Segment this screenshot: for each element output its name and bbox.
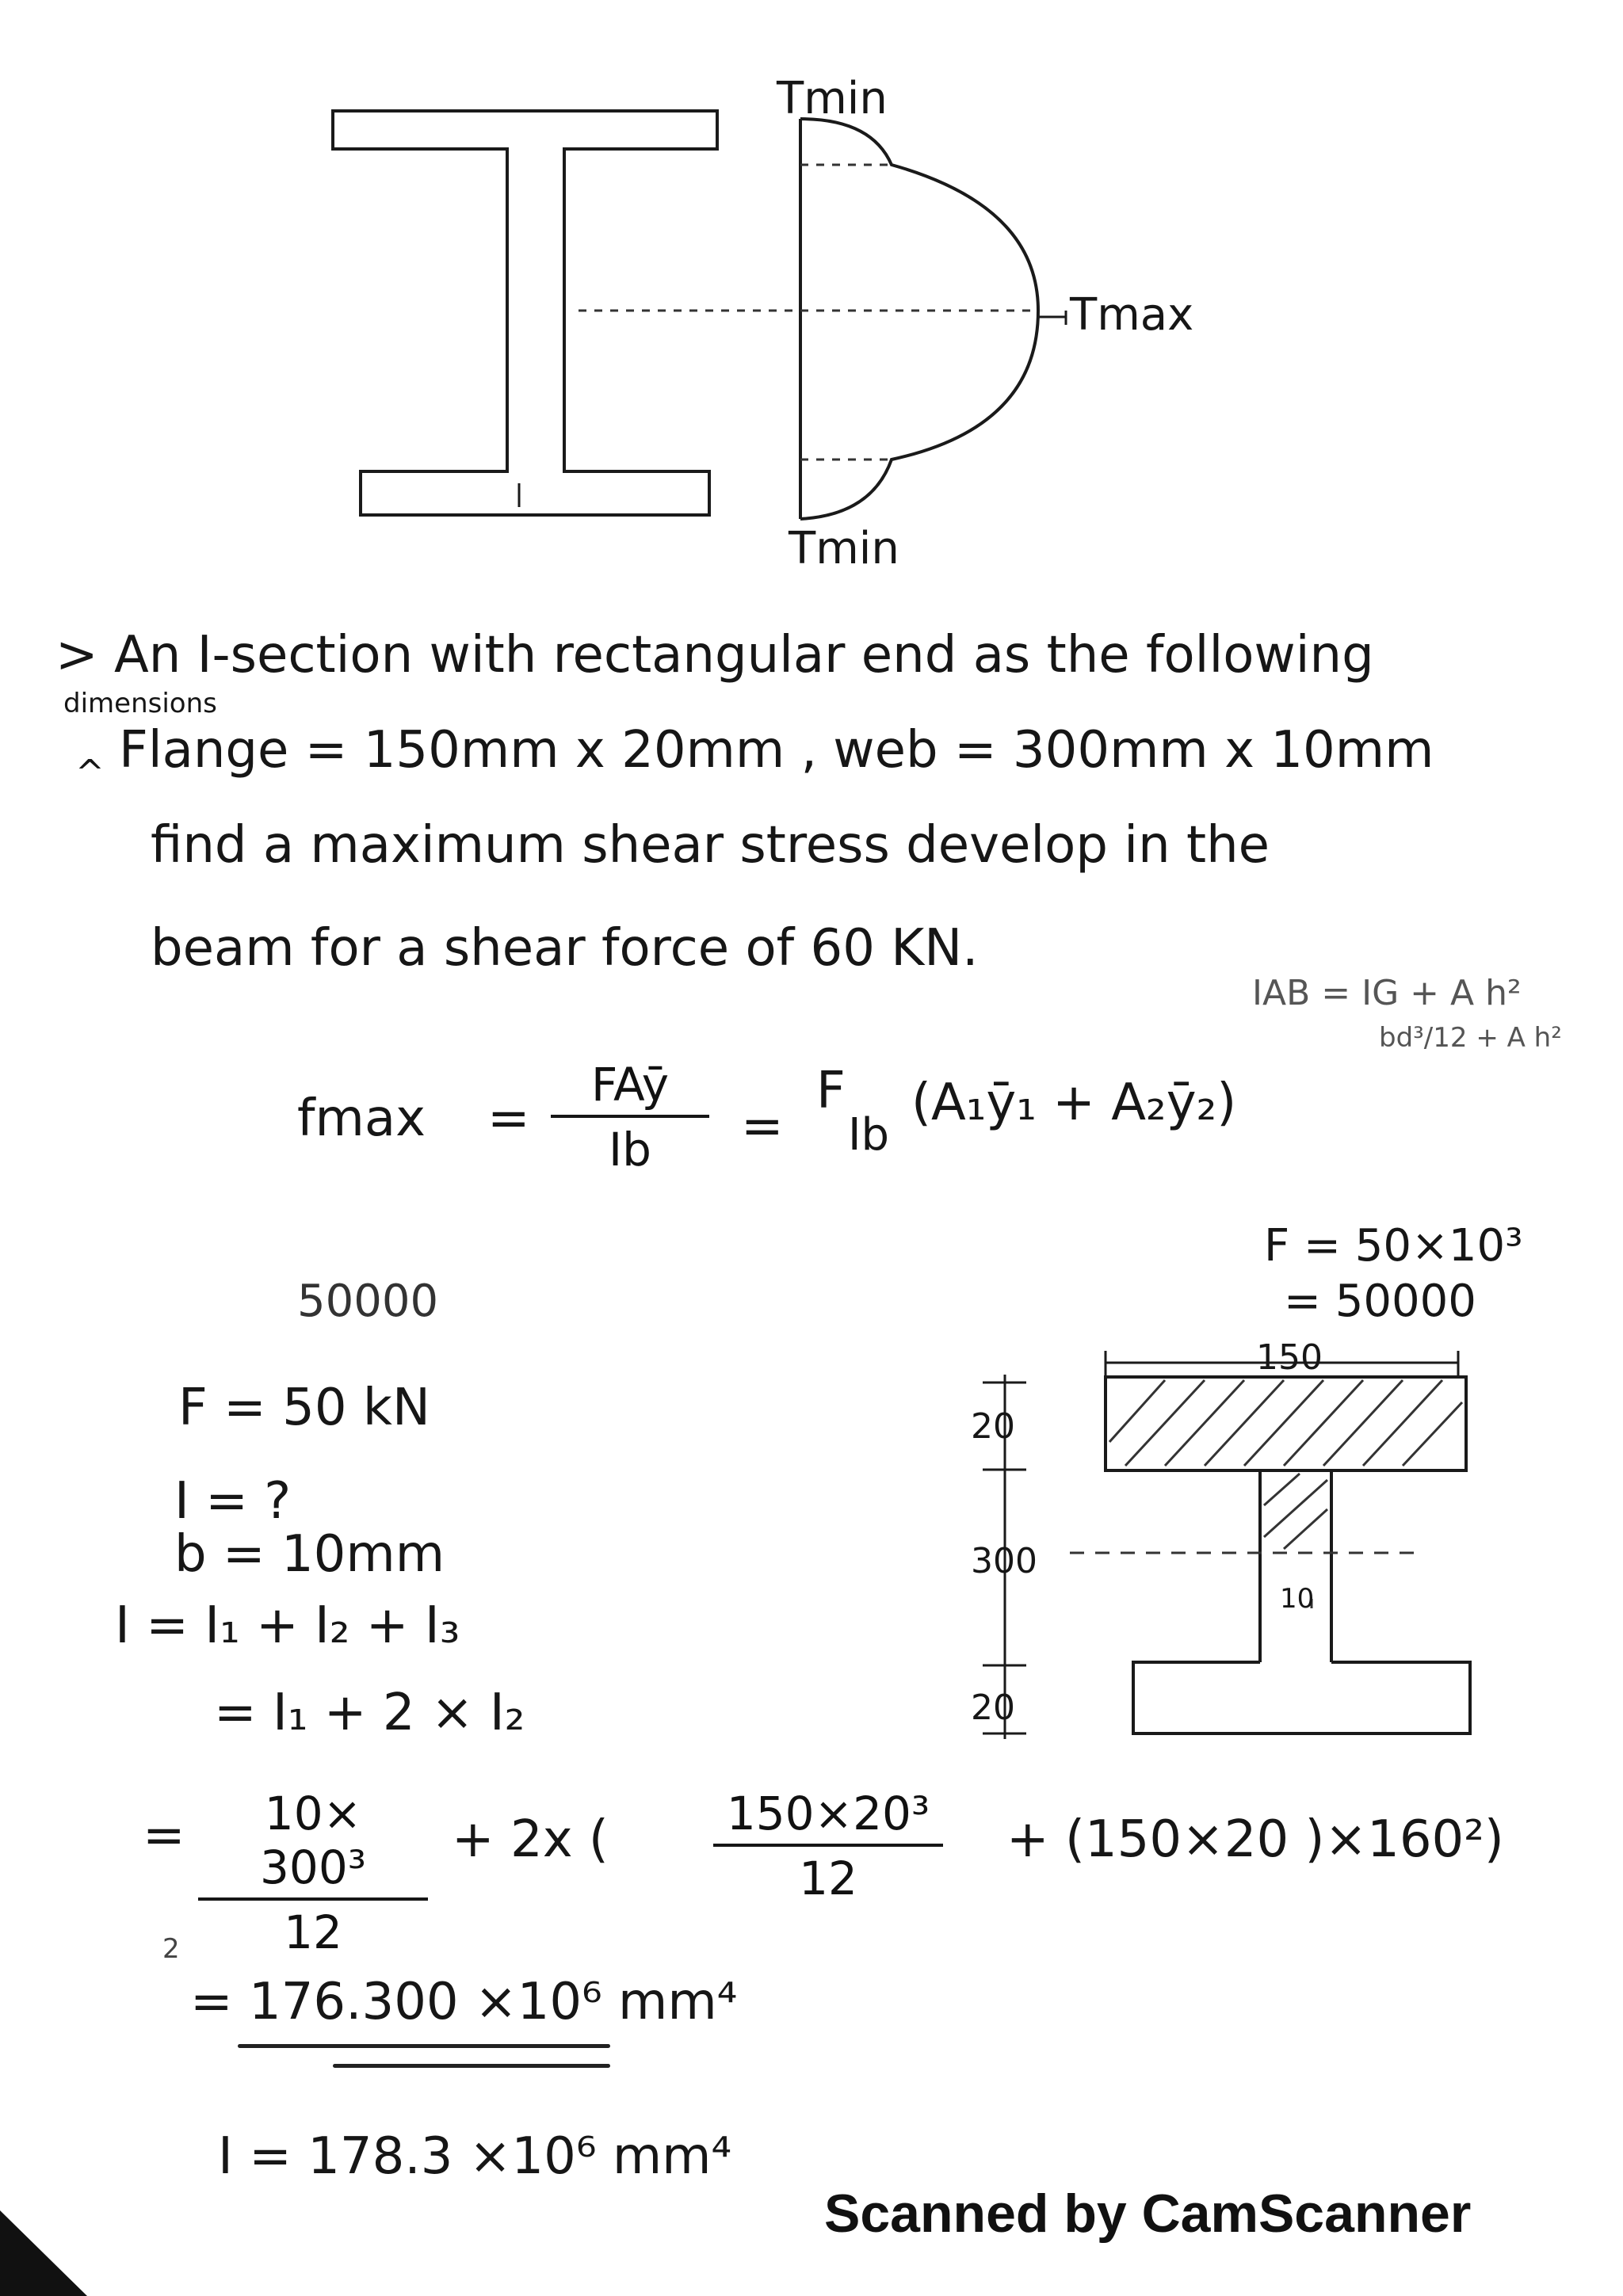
force-value: F = 50 kN [178,1379,430,1437]
iab-note: IAB = IG + A h² [1252,973,1522,1013]
dimensions-note: dimensions [63,688,217,719]
fraction-denominator: Ib [609,1123,651,1177]
result-underline [238,2044,610,2048]
scratch-value: 50000 [297,1276,439,1327]
tau-min-bottom-label: Tmin [789,523,899,574]
equals-1: = [487,1089,530,1148]
bd3-note: bd³/12 + A h² [1379,1022,1562,1054]
flange-width-label: 150 [1256,1337,1323,1378]
inertia-result-2: I = 178.3 ×10⁶ mm⁴ [218,2127,732,2186]
i-total-sum: I = I₁ + I₂ + I₃ [115,1596,460,1655]
result-underline-2 [333,2064,610,2068]
web-inertia-denominator: 12 [284,1905,342,1959]
fraction-numerator: FAȳ [551,1058,709,1118]
calc-two-times: + 2x ( [452,1810,609,1869]
f-value-note: F = 50×10³ [1264,1220,1523,1272]
page-corner-shadow [0,2210,87,2296]
web-inertia-numerator: 10× 300³ [198,1787,428,1901]
flange-inertia-numerator: 150×20³ [713,1787,943,1847]
top-flange-label: 20 [971,1406,1015,1447]
fmax-label: fmax [297,1089,426,1148]
i-section-outline [333,111,717,515]
calc-prefix: = [143,1806,185,1865]
ib-under-label: Ib [848,1109,890,1161]
flange-inertia-denominator: 12 [799,1852,857,1905]
web-width-b: b = 10mm [174,1525,445,1584]
problem-line-4: beam for a shear force of 60 KN. [151,919,979,978]
f-value-note-2: = 50000 [1284,1276,1476,1327]
problem-line-2: Flange = 150mm x 20mm , web = 300mm x 10mm [119,721,1434,780]
flange-inertia-fraction [713,1787,943,1905]
bottom-flange-label: 20 [971,1688,1015,1728]
problem-line-1: > An I-section with rectangular end as the following [55,626,1374,685]
inertia-result-1: = 176.300 ×10⁶ mm⁴ [190,1973,738,2031]
parallel-axis-term: + (150×20 )×160²) [1006,1810,1504,1869]
i-total-simplified: = I₁ + 2 × I₂ [214,1684,525,1742]
web-inertia-fraction [198,1787,428,1959]
i-unknown: I = ? [174,1472,292,1531]
margin-mark: 2 [162,1933,180,1965]
tau-min-top-label: Tmin [777,73,888,124]
fay-over-ib [551,1058,709,1177]
web-depth-label: 300 [971,1541,1037,1581]
moment-of-area-sum: (A₁ȳ₁ + A₂ȳ₂) [911,1074,1237,1132]
problem-line-3: find a maximum shear stress develop in the [151,816,1270,875]
insert-caret: ^ [75,753,105,793]
camscanner-watermark: Scanned by CamScanner [824,2183,1472,2244]
web-thickness-label: 10 [1280,1583,1315,1615]
f-over-label: F [816,1062,846,1120]
section-sketch [983,1351,1470,1739]
equals-2: = [741,1097,784,1156]
tau-max-label: Tmax [1070,289,1194,341]
